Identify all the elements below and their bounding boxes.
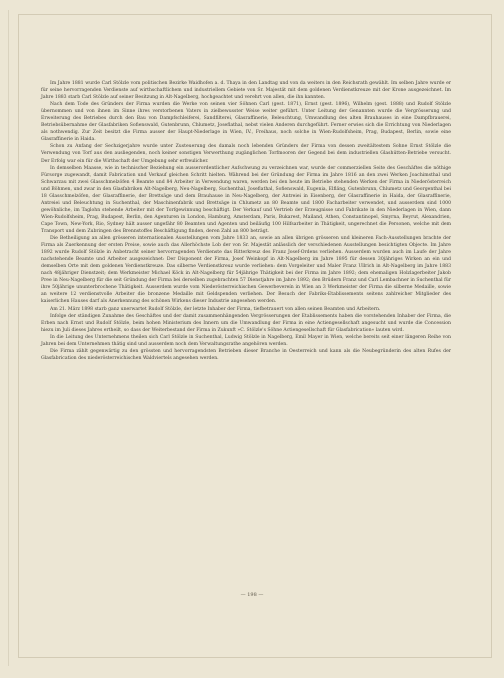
paragraph: Nach dem Tode des Gründers der Firma wurden die Werke von seinen vier Söhnen Carl (gest. 1871), Ernst (gest. 1896), Wilhelm (gest. 1888) und Rudolf Stölzle übernommen und von ihnen im Sinne ihres verstorbenen Vaters in zielbewusster Weise weiter geführt. Unter Leitung der Genannten wurde die Vergrösserung und Erweiterung des Betriebes durch den Bau von Dampfschleiferei, Sandfilterei, Glasraffinerie, Beleuchtung, Umwandlung des alten Brauhauses in eine Dampfbrauerei, Betriebsübernahme der Glasfabriken Sofienswald, Gutenbrunn, Chlumetz, Joseflathal, nebst vielen Anderen durchgeführt. Ferner erwies sich die Errichtung von Niederlagen als nothwendig. Zur Zeit besitzt die Firma ausser der Haupt-Niederlage in Wien, IV., Freihaus, noch solche in Wien-Rudolfsheim, Prag, Budapest, Berlin, sowie eine Glasraffinerie in Haida. [41, 102, 451, 143]
paragraph: Infolge der ständigen Zunahme des Geschäftes und der damit zusammenhängenden Vergrösserungen der Etablissements haben die vorstehenden Inhaber der Firma, die Erben nach Ernst und Rudolf Stölzle, beim hohen Ministerium des Innern um die Umwandlung der Firma in eine Actiengesellschaft angesucht und wurde die Concession hiezu im Juli dieses Jahres ertheilt, so dass der Weiterbestand der Firma in Zukunft »C. Stölzle's Söhne Actiengesellschaft für Glasfabrication« lauten wird. [41, 313, 451, 333]
page-number: — 198 — [240, 592, 264, 598]
body-text [41, 80, 451, 362]
paragraph: Im Jahre 1881 wurde Carl Stölzle vom politischen Bezirke Waidhofen a. d. Thaya in den Landtag und von da weiters in den Reichsrath gewählt. Im selben Jahre wurde er für seine hervorragenden Verdienste auf wirthschaftlichem und industriellem Gebiete von Sr. Majestät mit dem goldenen Verdienstkreuze mit der Krone ausgezeichnet. Im Jahre 1883 starb Carl Stölzle auf seiner Besitzung in Alt-Nagelberg, hochgeachtet und verehrt von allen, die ihn kannten. [41, 81, 451, 101]
binding-edge [8, 10, 9, 666]
paragraph: Die Firma zählt gegenwärtig zu den grössten und hervorragendsten Betrieben dieser Branche in Oesterreich und kann als die Neubegründerin des alten Rufes der Glasfabrication des niederösterreichischen Waldviertels angesehen werden. [41, 348, 451, 361]
paragraph: In die Leitung des Unternehmens theilen sich Carl Stölzle in Suchenthal, Ludwig Stölzle in Nagelberg, Emil Mayer in Wien, welche bereits seit einer längeren Reihe von Jahren bei dem Unternehmen thätig sind und ausserdem noch dem Verwaltungsrathe angehören werden. [41, 334, 451, 347]
paragraph: Die Betheiligung an allen grösseren internationalen Ausstellungen vom Jahre 1833 an, sowie an allen übrigen grösseren und kleineren Fach-Ausstellungen brachte der Firma als Zuerkennung der ersten Preise, sowie auch das Allerhöchste Lob der von Sr. Majestät anlässlich der verschiedenen Ausstellungen besichtigten Objecte. Im Jahre 1892 wurde Rudolf Stölzle in Anbetracht seiner hervorragenden Verdienste das Ritterkreuz des Franz Josef-Ordens verliehen. Ausserdem wurden auch im Laufe der Jahre nachstehende Beamte und Arbeiter ausgezeichnet: Der Disponent der Firma, Josef Weinkopf in Alt-Nagelberg im Jahre 1895 für dessen 30jähriges Wirken an ein und demselben Orte mit dem goldenen Verdienstkreuze. Das silberne Verdienstkreuz wurde verliehen: dem Vorgeleiter und Maler Franz Ullrich in Alt-Nagelberg im Jahre 1883 nach 48jähriger Dienstzeit; dem Werkmeister Michael Köck in Alt-Nagelberg für 54jährige Thätigkeit bei der Firma im Jahre 1892; dem ehemaligen Holzlagerbeiter Jakob Pree in Neu-Nagelberg für die seit Gründung der Firma bei derselben zugebrachten 57 Dienstjahre im Jahre 1892; den Brüdern Franz und Carl Lembachner in Suchenthal für ihre 50jährige ununterbrochene Thätigkeit. Ausserdem wurde vom Niederösterreichischen Gewerbevereín in Wien an 3 Werkmeister der Firma die silberne Medaille, sowie an weitere 12 verdienstvolle Arbeiter die bronzene Medaille mit Geldspenden verliehen. Der Besuch der Fabriks-Etablissements seitens zahlreicher Mitglieder des kaiserlichen Hauses darf als Anerkennung des schönen Wirkens dieser Industrie angesehen werden. [41, 236, 451, 305]
paragraph: Schon zu Anfang der Sechzigerjahre wurde unter Zusteuerung des damals noch lebenden Gründers der Firma von dessen zweitältestem Sohne Ernst Stölzle die Verwendung von Torf aus den ausliegenden, noch keiner sonstigen Verwerthung zugänglichen Torfmooren der Gegend bei dem industriellen Glashütten-Betriebe versucht. Der Erfolg war ein für die Wirthschaft der Umgebung sehr erfreulicher. [41, 144, 451, 164]
paragraph: Am 21. März 1898 starb ganz unerwartet Rudolf Stölzle, der letzte Inhaber der Firma, tiefbetrauert von allen seinen Beamten und Arbeitern. [50, 306, 381, 312]
paragraph: In demselben Maasse, wie in technischer Beziehung ein ausserordentlicher Aufschwung zu verzeichnen war, wurde der commerziellen Seite des Geschäftes die nöthige Fürsorge zugewandt, damit Fabrication und Verkauf gleichen Schritt hielten. Während bei der Gründung der Firma im Jahre 1816 an den zwei Werken Joachimsthal und Schwarzau mit zwei Glasschmelzöfen 4 Beamte und 84 Arbeiter in Verwendung waren, werden bei den heute im Betriebe stehenden Werken der Firma in Niederösterreich und Böhmen, und zwar in den Glasfabriken Alt-Nagelberg, Neu-Nagelberg, Suchenthal, Joseflathal, Sofienswald, Eugenia, Elfläng, Gutenbrunn, Chlumetz und Georgenthal bei 18 Glasschmelzöfen, der Glasraffinerie, der Brettsäge und dem Brauhause in Neu-Nagelberg, der Antreiei in Eisenberg, der Glasraffinerie in Haida, der Glasraffinerie, Antreiei und Beleuchtung in Suchenthal, der Maschinenfabrik und Brettsäge in Chlumetz an 80 Beamte und 1800 Facharbeiter verwendet, und ausserdem sind 1000 gewöhnliche, im Taglohn stehende Arbeiter mit der Torfgewinnung beschäftigt. Der Verkauf und Vertrieb der Erzeugnisse und Fabrikate in den Niederlagen in Wien, dann Wien-Rudolfsheim, Prag, Budapest, Berlin, den Agenturen in London, Hamburg, Amsterdam, Paris, Bukarest, Mailand, Athen, Constantinopel, Smyrna, Beyrut, Alexandrien, Cape Town, New-York, Rio, Sydney hält ausser ungefähr 80 Beamten und Agenten und beiläufig 100 Hilfsarbeiter in Thätigkeit, ungerechnet die Personen, welche mit dem Transport und dem Zubringen des Brennstoffes Beschäftigung finden, deren Zahl an 800 beträgt. [41, 165, 451, 234]
